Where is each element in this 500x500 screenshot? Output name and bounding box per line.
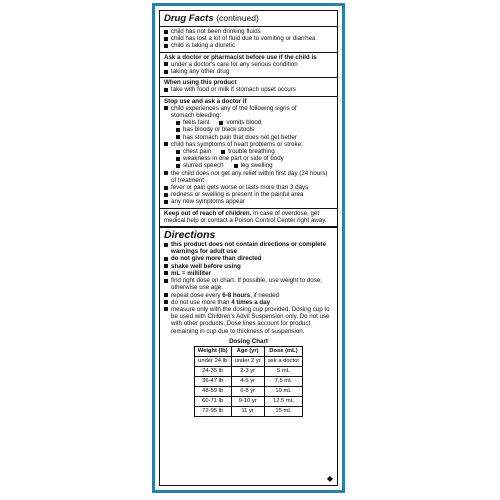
list-item: fever or pain gets worse or lasts more than 3 days	[164, 184, 333, 191]
list-item: child has symptoms of heart problems or stroke:	[164, 141, 333, 148]
bullet-square-icon	[164, 37, 168, 41]
bullet-square-icon	[164, 264, 168, 268]
table-cell: 10 mL	[264, 386, 303, 396]
table-cell: 48-59 lb	[194, 386, 231, 396]
table-cell: 36-47 lb	[194, 376, 231, 386]
table-cell: 60-71 lb	[194, 396, 231, 406]
divider	[160, 96, 337, 97]
dosing-chart-title: Dosing Chart	[229, 337, 268, 345]
list-item: feels faint	[176, 119, 209, 126]
bullet-square-icon	[164, 257, 168, 261]
bullet-square-icon	[164, 293, 168, 297]
table-cell: 15 mL	[264, 406, 303, 416]
bullet-square-icon	[176, 150, 180, 154]
sub-list-row	[176, 119, 333, 126]
bullet-square-icon	[176, 164, 180, 168]
bullet-square-icon	[221, 150, 225, 154]
list-item: this product does not contain directions or complete warnings for adult use	[164, 241, 333, 255]
list-item: mL = milliliter	[164, 270, 333, 277]
list-item: take with food or milk if stomach upset occurs	[164, 86, 333, 93]
divider	[160, 77, 337, 78]
bullet-square-icon	[164, 243, 168, 247]
list-item: under a doctor's care for any serious condition	[164, 61, 333, 68]
when-using-heading: When using this product	[164, 79, 237, 87]
table-cell: ask a doctor	[264, 356, 303, 366]
bullet-square-icon	[176, 121, 180, 125]
table-cell: 6-8 yr	[231, 386, 264, 396]
drug-facts-panel	[159, 10, 338, 486]
bullet-square-icon	[164, 142, 168, 146]
list-item-continued: stomach bleeding:	[171, 112, 222, 120]
bullet-square-icon	[164, 44, 168, 48]
drug-facts-header	[164, 13, 333, 24]
list-item: vomits blood	[219, 119, 261, 126]
table-cell: 11 yr	[231, 406, 264, 416]
list-item: child has lost a lot of fluid due to vomiting or diarrhea	[164, 35, 333, 42]
table-cell: 72-95 lb	[194, 406, 231, 416]
table-cell: 12.5 mL	[264, 396, 303, 406]
column-header: Dose (mL)	[264, 346, 303, 356]
drug-facts-continued: (continued)	[216, 13, 259, 23]
table-cell: 5 mL	[264, 366, 303, 376]
list-item: taking any other drug	[164, 68, 333, 75]
drug-facts-title: Drug Facts	[164, 13, 214, 24]
divider	[160, 26, 337, 27]
column-header: Weight (lb)	[194, 346, 231, 356]
sub-list-row	[176, 148, 333, 155]
bullet-square-icon	[164, 62, 168, 66]
list-item: chest pain	[176, 148, 211, 155]
table-cell: under 2 yr	[231, 356, 264, 366]
bullet-square-icon	[176, 128, 180, 132]
directions-heading: Directions	[164, 229, 216, 242]
list-item: child is taking a diuretic	[164, 42, 333, 49]
bullet-square-icon	[164, 88, 168, 92]
ask-doctor-pharmacist-heading: Ask a doctor or pharmacist before use if the child is	[164, 53, 317, 61]
bullet-square-icon	[164, 279, 168, 283]
table-row	[194, 386, 303, 396]
bullet-square-icon	[164, 271, 168, 275]
list-item: weakness in one part or side of body	[176, 155, 333, 162]
list-item: repeat dose every 6-8 hours, if needed	[164, 292, 333, 299]
bullet-square-icon	[176, 135, 180, 139]
dosing-chart-table	[194, 346, 304, 417]
bullet-square-icon	[219, 121, 223, 125]
column-header: Age (yr)	[231, 346, 264, 356]
bullet-square-icon	[164, 307, 168, 311]
list-item: child experiences any of the following signs of	[164, 105, 333, 112]
corner-diamond-icon: ◆	[326, 473, 333, 483]
table-cell: under 24 lb	[194, 356, 231, 366]
list-item: has bloody or black stools	[176, 126, 333, 133]
bullet-square-icon	[164, 70, 168, 74]
label-frame	[152, 3, 345, 493]
table-header-row	[194, 346, 303, 356]
keep-out-of-reach: Keep out of reach of children. In case of overdose, get medical help or contact a Poison Control Center right away.	[164, 209, 327, 224]
table-row	[194, 366, 303, 376]
list-item-continued: of treatment	[171, 176, 205, 184]
bullet-square-icon	[164, 193, 168, 197]
list-item: slurred speech	[176, 162, 224, 169]
table-cell: 9-10 yr	[231, 396, 264, 406]
list-item: measure only with the dosing cup provided. Dosing cup to be used with Children's Advil Suspension only. Do not use with other products. Dose lines account for product remaining in cup due to thickness of suspension.	[164, 306, 333, 335]
bullet-square-icon	[164, 171, 168, 175]
table-cell: 7.5 mL	[264, 376, 303, 386]
list-item: the child does not get any relief within first day (24 hours)	[164, 170, 333, 177]
table-cell: 4-5 yr	[231, 376, 264, 386]
list-item: leg swelling	[234, 162, 273, 169]
table-row	[194, 376, 303, 386]
bullet-square-icon	[164, 200, 168, 204]
list-item: do not give more than directed	[164, 255, 333, 262]
list-item: do not use more than 4 times a day	[164, 299, 333, 306]
table-cell: 24-35 lb	[194, 366, 231, 376]
bullet-square-icon	[176, 157, 180, 161]
list-item: shake well before using	[164, 263, 333, 270]
bullet-square-icon	[164, 186, 168, 190]
divider	[160, 226, 337, 228]
bullet-square-icon	[164, 300, 168, 304]
table-row	[194, 396, 303, 406]
table-row	[194, 406, 303, 416]
list-item: redness or swelling is present in the painful area	[164, 191, 333, 198]
divider	[160, 52, 337, 53]
stop-use-heading: Stop use and ask a doctor if	[164, 97, 247, 105]
list-item: trouble breathing	[221, 148, 274, 155]
bullet-square-icon	[234, 164, 238, 168]
table-row	[194, 356, 303, 366]
list-item: any new symptoms appear	[164, 198, 333, 205]
list-item: child has not been drinking fluids	[164, 28, 333, 35]
list-item: has stomach pain that does not get better	[176, 134, 333, 141]
bullet-square-icon	[164, 30, 168, 34]
list-item: find right dose on chart. If possible, use weight to dose; otherwise use age.	[164, 277, 333, 291]
bullet-square-icon	[164, 106, 168, 110]
table-cell: 2-3 yr	[231, 366, 264, 376]
divider	[160, 208, 337, 209]
sub-list-row	[176, 162, 333, 169]
